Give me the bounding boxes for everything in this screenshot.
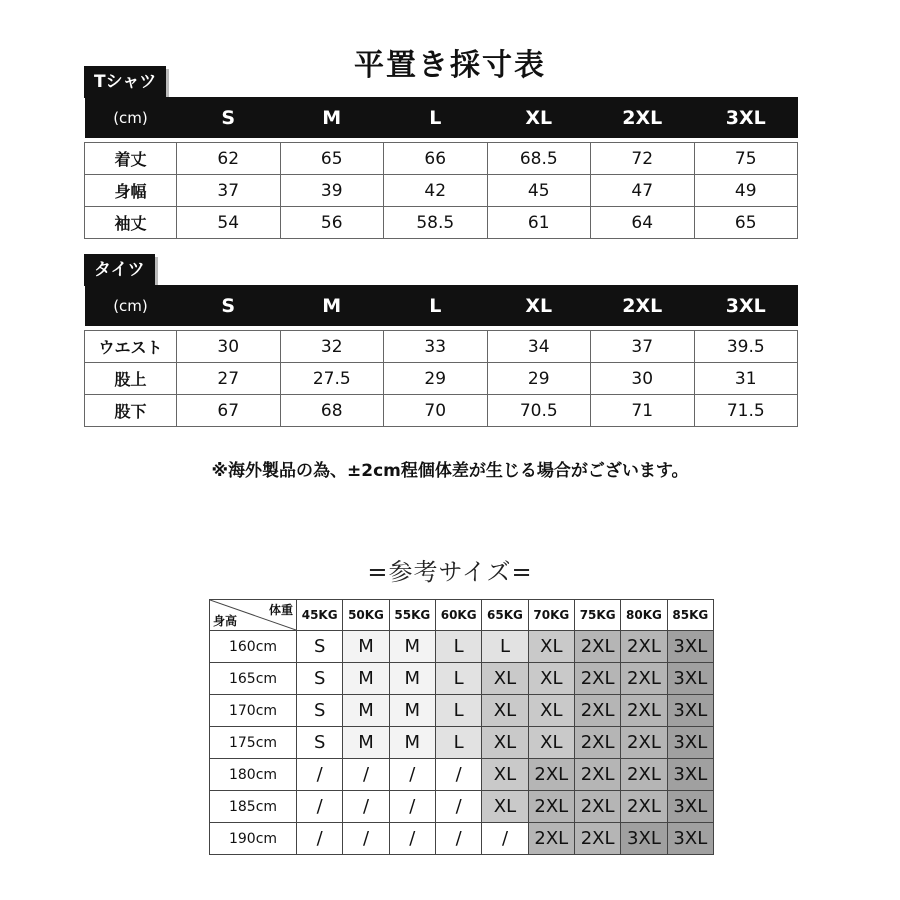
table-cell: 61 — [487, 207, 591, 239]
tshirt-size-header: 3XL — [694, 97, 798, 138]
table-row — [210, 791, 714, 823]
size-cell: M — [343, 663, 389, 695]
size-cell: / — [297, 759, 343, 791]
table-cell: 29 — [487, 363, 591, 395]
size-cell: 2XL — [528, 823, 574, 855]
size-cell: XL — [528, 727, 574, 759]
size-cell: XL — [482, 663, 528, 695]
corner-header — [210, 600, 297, 631]
weight-header: 85KG — [667, 600, 713, 631]
weight-header: 45KG — [297, 600, 343, 631]
table-cell: 71.5 — [694, 395, 798, 427]
tshirt-size-header: M — [280, 97, 384, 138]
size-cell: XL — [528, 631, 574, 663]
size-cell: 2XL — [621, 759, 667, 791]
tights-size-header: S — [177, 285, 281, 326]
table-row — [210, 727, 714, 759]
tshirt-size-header: L — [384, 97, 488, 138]
size-cell: M — [389, 663, 435, 695]
table-cell: 70.5 — [487, 395, 591, 427]
table-row — [210, 823, 714, 855]
table-cell: 67 — [177, 395, 281, 427]
size-cell: 3XL — [667, 663, 713, 695]
size-cell: L — [435, 663, 481, 695]
row-label: 股上 — [85, 363, 177, 395]
size-cell: XL — [482, 759, 528, 791]
row-label: 股下 — [85, 395, 177, 427]
size-cell: 2XL — [574, 663, 620, 695]
size-cell: M — [343, 727, 389, 759]
size-cell: 2XL — [574, 631, 620, 663]
size-cell: M — [389, 631, 435, 663]
size-cell: / — [482, 823, 528, 855]
tshirt-size-header: XL — [487, 97, 591, 138]
size-cell: / — [389, 823, 435, 855]
size-cell: 3XL — [621, 823, 667, 855]
size-cell: 2XL — [574, 791, 620, 823]
tights-size-header: L — [384, 285, 488, 326]
weight-header: 70KG — [528, 600, 574, 631]
table-cell: 65 — [280, 143, 384, 175]
height-label: 170cm — [210, 695, 297, 727]
table-row — [210, 663, 714, 695]
tshirt-size-table — [84, 97, 798, 239]
tshirt-tab: Tシャツ — [84, 66, 166, 98]
size-cell: M — [343, 631, 389, 663]
table-cell: 54 — [177, 207, 281, 239]
table-cell: 47 — [591, 175, 695, 207]
table-cell: 45 — [487, 175, 591, 207]
height-label: 190cm — [210, 823, 297, 855]
table-row — [210, 695, 714, 727]
table-cell: 30 — [177, 331, 281, 363]
row-label: 身幅 — [85, 175, 177, 207]
height-label: 180cm — [210, 759, 297, 791]
size-cell: XL — [528, 695, 574, 727]
table-row — [210, 631, 714, 663]
size-cell: 3XL — [667, 631, 713, 663]
size-cell: 2XL — [528, 791, 574, 823]
table-cell: 56 — [280, 207, 384, 239]
tights-tab: タイツ — [84, 254, 155, 286]
table-cell: 68 — [280, 395, 384, 427]
size-cell: XL — [528, 663, 574, 695]
size-cell: 2XL — [621, 695, 667, 727]
weight-header: 55KG — [389, 600, 435, 631]
size-cell: / — [435, 823, 481, 855]
size-cell: M — [343, 695, 389, 727]
size-cell: 3XL — [667, 823, 713, 855]
weight-header: 75KG — [574, 600, 620, 631]
table-cell: 37 — [591, 331, 695, 363]
reference-size-title: =参考サイズ= — [367, 558, 533, 586]
table-cell: 32 — [280, 331, 384, 363]
size-cell: 2XL — [574, 759, 620, 791]
size-cell: 3XL — [667, 759, 713, 791]
weight-header: 65KG — [482, 600, 528, 631]
size-cell: M — [389, 695, 435, 727]
size-cell: L — [435, 631, 481, 663]
size-cell: XL — [482, 727, 528, 759]
size-cell: / — [343, 823, 389, 855]
weight-header-row — [210, 600, 714, 631]
table-row — [85, 363, 798, 395]
size-cell: 2XL — [621, 631, 667, 663]
size-cell: 2XL — [621, 791, 667, 823]
table-cell: 34 — [487, 331, 591, 363]
table-cell: 31 — [694, 363, 798, 395]
tights-size-table — [84, 285, 798, 427]
weight-axis-label: 体重 — [268, 603, 293, 617]
table-row — [210, 759, 714, 791]
size-cell: S — [297, 631, 343, 663]
size-cell: / — [435, 791, 481, 823]
table-cell: 27.5 — [280, 363, 384, 395]
tights-size-header: XL — [487, 285, 591, 326]
table-row — [85, 395, 798, 427]
height-label: 160cm — [210, 631, 297, 663]
size-cell: 2XL — [574, 823, 620, 855]
size-cell: M — [389, 727, 435, 759]
table-cell: 29 — [384, 363, 488, 395]
table-cell: 27 — [177, 363, 281, 395]
table-cell: 66 — [384, 143, 488, 175]
size-cell: 3XL — [667, 791, 713, 823]
reference-size-table — [209, 599, 714, 855]
tshirt-size-header: S — [177, 97, 281, 138]
size-cell: S — [297, 695, 343, 727]
row-label: 袖丈 — [85, 207, 177, 239]
table-row — [85, 331, 798, 363]
size-cell: 2XL — [621, 727, 667, 759]
tights-size-header: 3XL — [694, 285, 798, 326]
size-cell: 3XL — [667, 727, 713, 759]
table-cell: 37 — [177, 175, 281, 207]
tights-unit-header: (cm) — [85, 285, 177, 326]
height-label: 175cm — [210, 727, 297, 759]
size-cell: / — [343, 791, 389, 823]
table-cell: 72 — [591, 143, 695, 175]
table-cell: 64 — [591, 207, 695, 239]
size-cell: / — [343, 759, 389, 791]
table-cell: 65 — [694, 207, 798, 239]
size-cell: S — [297, 727, 343, 759]
size-cell: / — [389, 759, 435, 791]
tolerance-note: ※海外製品の為、±2cm程個体差が生じる場合がございます。 — [211, 461, 689, 481]
size-cell: L — [435, 695, 481, 727]
tshirt-unit-header: (cm) — [85, 97, 177, 138]
table-cell: 75 — [694, 143, 798, 175]
row-label: 着丈 — [85, 143, 177, 175]
size-cell: / — [297, 791, 343, 823]
table-row — [85, 207, 798, 239]
table-cell: 62 — [177, 143, 281, 175]
weight-header: 60KG — [435, 600, 481, 631]
table-cell: 39 — [280, 175, 384, 207]
size-cell: XL — [482, 791, 528, 823]
page-title: 平置き採寸表 — [354, 48, 546, 83]
height-label: 165cm — [210, 663, 297, 695]
tights-size-header: M — [280, 285, 384, 326]
size-cell: L — [482, 631, 528, 663]
table-row — [85, 143, 798, 175]
size-cell: L — [435, 727, 481, 759]
row-label: ウエスト — [85, 331, 177, 363]
size-cell: / — [297, 823, 343, 855]
weight-header: 80KG — [621, 600, 667, 631]
table-row — [85, 175, 798, 207]
table-cell: 49 — [694, 175, 798, 207]
size-cell: 3XL — [667, 695, 713, 727]
tights-header-row — [85, 285, 798, 326]
table-cell: 39.5 — [694, 331, 798, 363]
table-cell: 68.5 — [487, 143, 591, 175]
weight-header: 50KG — [343, 600, 389, 631]
table-cell: 58.5 — [384, 207, 488, 239]
table-cell: 30 — [591, 363, 695, 395]
height-label: 185cm — [210, 791, 297, 823]
table-cell: 70 — [384, 395, 488, 427]
table-cell: 33 — [384, 331, 488, 363]
tshirt-size-header: 2XL — [591, 97, 695, 138]
size-cell: / — [389, 791, 435, 823]
size-cell: 2XL — [621, 663, 667, 695]
height-axis-label: 身高 — [213, 614, 238, 628]
size-cell: 2XL — [574, 727, 620, 759]
size-cell: 2XL — [574, 695, 620, 727]
table-cell: 71 — [591, 395, 695, 427]
table-cell: 42 — [384, 175, 488, 207]
size-cell: S — [297, 663, 343, 695]
size-cell: / — [435, 759, 481, 791]
size-cell: XL — [482, 695, 528, 727]
tights-size-header: 2XL — [591, 285, 695, 326]
size-cell: 2XL — [528, 759, 574, 791]
tshirt-header-row — [85, 97, 798, 138]
